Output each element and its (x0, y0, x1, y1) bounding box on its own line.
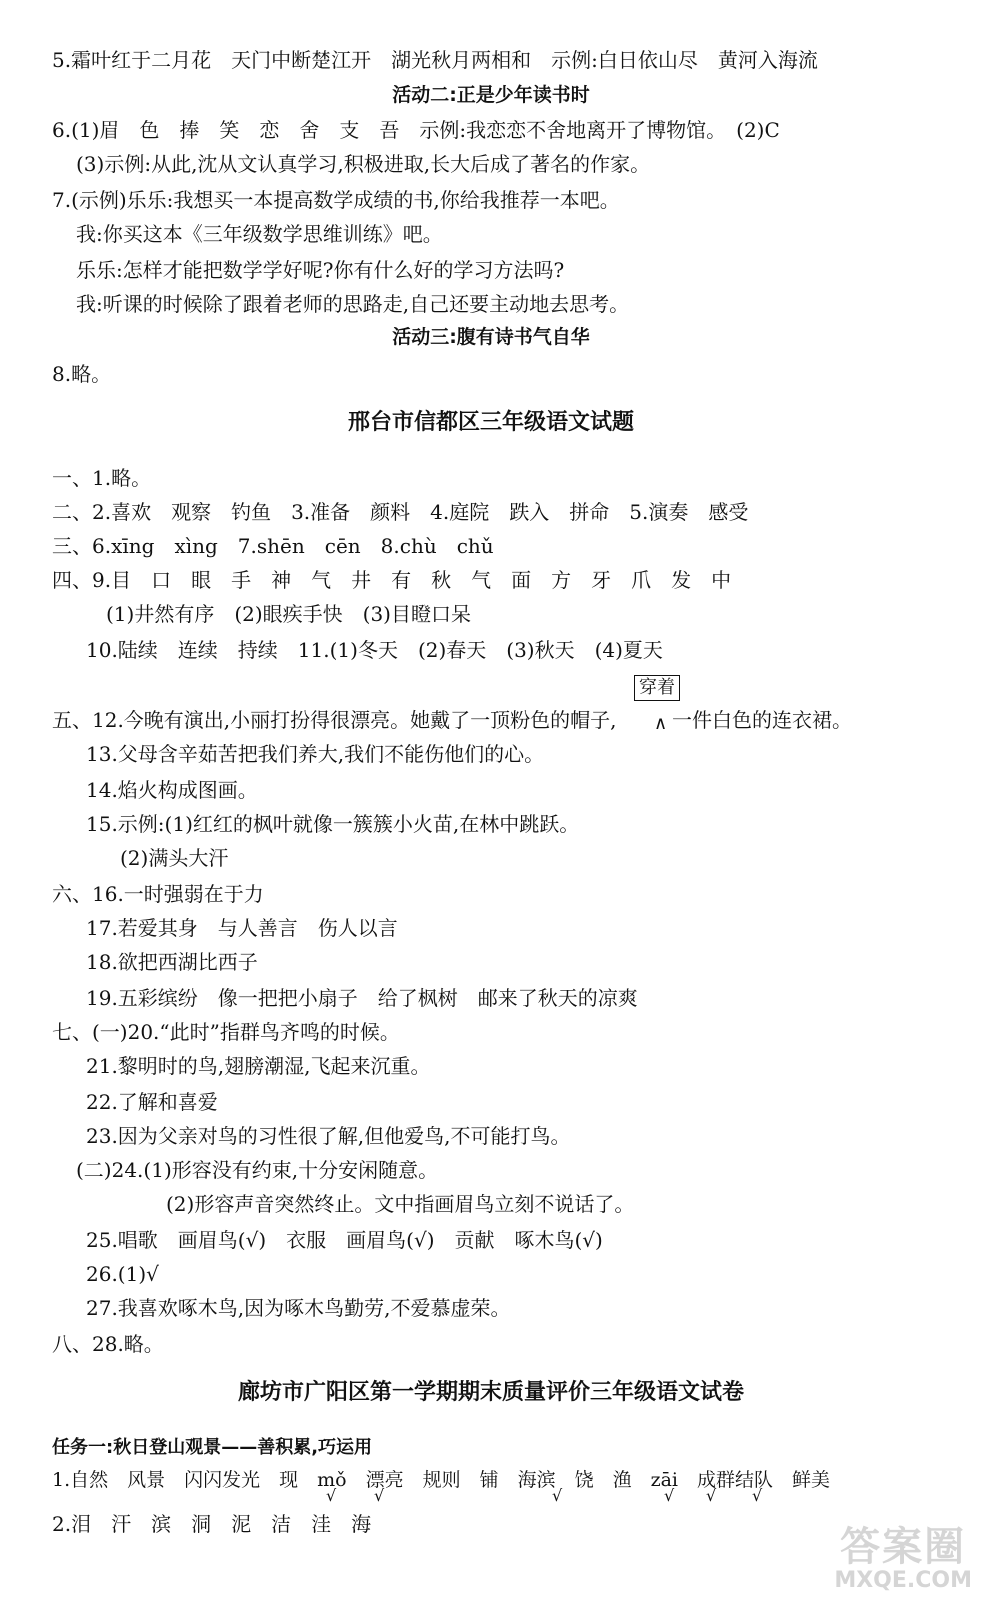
s2-line-17: 21.黎明时的鸟,翅膀潮湿,飞起来沉重。 (86, 1054, 431, 1078)
answer-7-line4: 我:听课的时候除了跟着老师的思路走,自己还要主动地去思考。 (76, 292, 630, 316)
s2-line-2: 二、2.喜欢 观察 钓鱼 3.准备 颜料 4.庭院 跌入 拼命 5.演奏 感受 (52, 500, 749, 524)
check-mark: √ (706, 1486, 717, 1505)
s2-line-5: (1)井然有序 (2)眼疾手快 (3)目瞪口呆 (106, 602, 471, 626)
s2-line-7b: 一件白色的连衣裙。 (672, 708, 852, 732)
answer-7-line3: 乐乐:怎样才能把数学学好呢?你有什么好的学习方法吗? (76, 258, 565, 282)
activity-3-heading: 活动三:腹有诗书气自华 (392, 326, 590, 348)
answer-7-line2: 我:你买这本《三年级数学思维训练》吧。 (76, 222, 443, 246)
s2-line-10: 15.示例:(1)红红的枫叶就像一簇簇小火苗,在林中跳跃。 (86, 812, 580, 836)
section-title-xingtai: 邢台市信都区三年级语文试题 (347, 410, 634, 435)
task-1-heading: 任务一:秋日登山观景——善积累,巧运用 (52, 1437, 373, 1458)
answer-8: 8.略。 (52, 362, 112, 386)
insert-word-box: 穿着 (634, 675, 680, 701)
check-mark: √ (752, 1486, 763, 1505)
watermark-url: MXQE.COM (834, 1568, 972, 1593)
s2-line-3: 三、6.xīng xìng 7.shēn cēn 8.chù chǔ (52, 534, 494, 558)
check-mark: √ (374, 1486, 385, 1505)
s2-line-25: 八、28.略。 (52, 1332, 164, 1356)
s2-line-16: 七、(一)20.“此时”指群鸟齐鸣的时候。 (52, 1020, 400, 1044)
s2-line-11: (2)满头大汗 (120, 846, 229, 870)
answer-7: 7.(示例)乐乐:我想买一本提高数学成绩的书,你给我推荐一本吧。 (52, 188, 620, 212)
watermark-logo-text: 答案圈 (840, 1524, 967, 1570)
s2-line-14: 18.欲把西湖比西子 (86, 950, 258, 974)
activity-2-heading: 活动二:正是少年读书时 (392, 84, 590, 106)
s2-line-6: 10.陆续 连续 持续 11.(1)冬天 (2)春天 (3)秋天 (4)夏天 (86, 638, 663, 662)
s2-line-13: 17.若爱其身 与人善言 伤人以言 (86, 916, 398, 940)
s2-line-12: 六、16.一时强弱在于力 (52, 882, 264, 906)
s2-line-9: 14.焰火构成图画。 (86, 778, 258, 802)
s3-line-1: 1.自然 风景 闪闪发光 现 mǒ 漂亮 规则 铺 海滨 饶 渔 zāi 成群结队 鲜美 (52, 1469, 831, 1491)
check-mark: √ (552, 1486, 563, 1505)
check-mark: √ (326, 1486, 337, 1505)
s2-line-24: 27.我喜欢啄木鸟,因为啄木鸟勤劳,不爱慕虚荣。 (86, 1296, 511, 1320)
s2-line-8: 13.父母含辛茹苦把我们养大,我们不能伤他们的心。 (86, 742, 545, 766)
s2-line-4: 四、9.目 口 眼 手 神 气 井 有 秋 气 面 方 牙 爪 发 中 (52, 568, 732, 592)
s2-line-23: 26.(1)√ (86, 1262, 159, 1286)
s3-line-2: 2.泪 汗 滨 洞 泥 洁 洼 海 (52, 1512, 372, 1536)
insert-caret-mark: ∧ (654, 713, 668, 734)
s2-line-7a: 五、12.今晚有演出,小丽打扮得很漂亮。她戴了一顶粉色的帽子, (52, 708, 617, 732)
answer-6-3: (3)示例:从此,沈从文认真学习,积极进取,长大后成了著名的作家。 (76, 152, 651, 176)
site-watermark (834, 1525, 972, 1593)
s2-line-18: 22.了解和喜爱 (86, 1090, 218, 1114)
section-title-langfang: 廊坊市广阳区第一学期期末质量评价三年级语文试卷 (237, 1380, 744, 1405)
s2-line-20: (二)24.(1)形容没有约束,十分安闲随意。 (76, 1158, 439, 1182)
s2-line-22: 25.唱歌 画眉鸟(√) 衣服 画眉鸟(√) 贡献 啄木鸟(√) (86, 1228, 603, 1252)
s2-line-15: 19.五彩缤纷 像一把把小扇子 给了枫树 邮来了秋天的凉爽 (86, 986, 638, 1010)
s2-line-1: 一、1.略。 (52, 466, 152, 490)
answer-6: 6.(1)眉 色 捧 笑 恋 舍 支 吾 示例:我恋恋不舍地离开了博物馆。 (2)C (52, 118, 780, 142)
check-mark: √ (664, 1486, 675, 1505)
s2-line-21: (2)形容声音突然终止。文中指画眉鸟立刻不说话了。 (166, 1192, 635, 1216)
s2-line-19: 23.因为父亲对鸟的习性很了解,但他爱鸟,不可能打鸟。 (86, 1124, 571, 1148)
answer-5: 5.霜叶红于二月花 天门中断楚江开 湖光秋月两相和 示例:白日依山尽 黄河入海流 (52, 48, 818, 72)
